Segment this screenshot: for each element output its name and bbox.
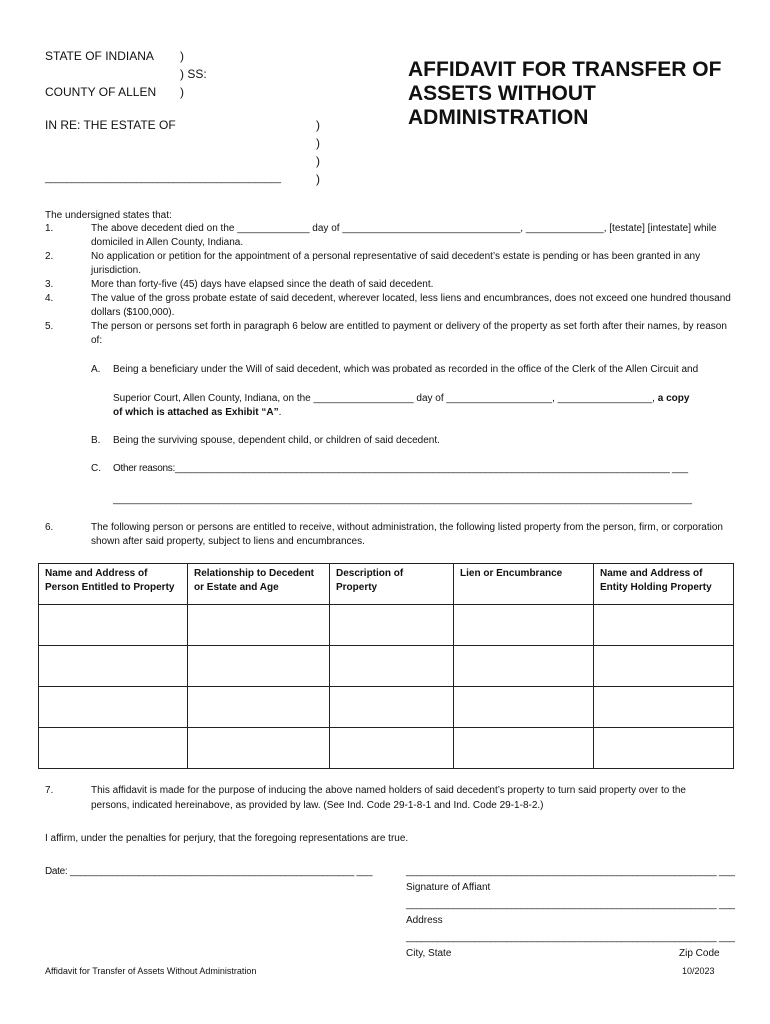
date-field[interactable]: Date: ______________________________________________________ ___ bbox=[45, 866, 373, 877]
item-number: 2. bbox=[45, 251, 54, 262]
table-cell[interactable] bbox=[454, 728, 594, 769]
property-table bbox=[38, 563, 734, 769]
item-number: 7. bbox=[45, 785, 54, 796]
table-cell[interactable] bbox=[594, 687, 734, 728]
column-header: Relationship to Decedent or Estate and Age bbox=[188, 564, 330, 605]
item-1-text: The above decedent died on the _____________ day of ________________________________, ______________, [testate] [intestate] while domiciled in Allen County, Indiana. bbox=[91, 223, 717, 248]
column-header: Name and Address of Entity Holding Property bbox=[594, 564, 734, 605]
period: . bbox=[278, 407, 282, 418]
table-cell[interactable] bbox=[188, 646, 330, 687]
caption-paren: ) bbox=[316, 172, 320, 186]
exhibit-line bbox=[113, 407, 281, 418]
item-2-text: No application or petition for the appointment of a personal representative of said decedent’s estate is pending or has been granted in any jurisdiction. bbox=[91, 251, 701, 276]
item-4-text: The value of the gross probate estate of said decedent, wherever located, less liens and encumbrances, does not exceed one hundred thousand dollars ($100,000). bbox=[91, 293, 731, 318]
table-cell[interactable] bbox=[39, 646, 188, 687]
table-cell[interactable] bbox=[330, 646, 454, 687]
intro-text: The undersigned states that: bbox=[45, 210, 172, 221]
table-cell[interactable] bbox=[594, 646, 734, 687]
table-cell[interactable] bbox=[594, 605, 734, 646]
table-cell[interactable] bbox=[330, 728, 454, 769]
table-cell[interactable] bbox=[39, 687, 188, 728]
caption-paren: ) bbox=[316, 154, 320, 168]
table-cell[interactable] bbox=[188, 687, 330, 728]
table-cell[interactable] bbox=[454, 687, 594, 728]
caption-paren: ) bbox=[316, 118, 320, 132]
item-number: 4. bbox=[45, 293, 54, 304]
address-label: Address bbox=[406, 915, 443, 926]
sub-item-label: A. bbox=[91, 364, 101, 375]
table-row bbox=[39, 605, 734, 646]
table-cell[interactable] bbox=[594, 728, 734, 769]
table-cell[interactable] bbox=[188, 605, 330, 646]
caption-paren: ) bbox=[180, 49, 184, 63]
table-row bbox=[39, 687, 734, 728]
ss-label: ) SS: bbox=[180, 67, 207, 81]
affirmation-text: I affirm, under the penalties for perjury, that the foregoing representations are true. bbox=[45, 833, 409, 844]
city-state-label: City, State bbox=[406, 948, 452, 959]
column-header: Name and Address of Person Entitled to Property bbox=[39, 564, 188, 605]
item-7-text: This affidavit is made for the purpose of inducing the above named holders of said decedent’s property to turn said property over to the bbox=[91, 785, 686, 796]
county-label: COUNTY OF ALLEN bbox=[45, 85, 157, 99]
footer-revision-date: 10/2023 bbox=[682, 966, 715, 976]
table-cell[interactable] bbox=[330, 687, 454, 728]
signature-line[interactable]: ___________________________________________________________ ___ bbox=[406, 866, 735, 877]
document-title: AFFIDAVIT FOR TRANSFER OF ASSETS WITHOUT ADMINISTRATION bbox=[408, 58, 722, 129]
sub-item-b-text: Being the surviving spouse, dependent child, or children of said decedent. bbox=[113, 435, 440, 446]
table-row bbox=[39, 728, 734, 769]
item-number: 3. bbox=[45, 279, 54, 290]
address-line[interactable]: ___________________________________________________________ ___ bbox=[406, 899, 735, 910]
column-header: Lien or Encumbrance bbox=[454, 564, 594, 605]
table-cell[interactable] bbox=[330, 605, 454, 646]
sub-item-label: C. bbox=[91, 463, 101, 474]
caption-paren: ) bbox=[316, 136, 320, 150]
table-cell[interactable] bbox=[39, 728, 188, 769]
item-7-text-cont: persons, indicated hereinabove, as provided by law. (See Ind. Code 29-1-8-1 and Ind. Code 29-1-8-2.) bbox=[91, 800, 544, 811]
item-number: 1. bbox=[45, 223, 54, 234]
table-cell[interactable] bbox=[39, 605, 188, 646]
sub-item-label: B. bbox=[91, 435, 101, 446]
probate-date-fields[interactable]: Superior Court, Allen County, Indiana, on the __________________ day of ___________________, _________________, bbox=[113, 393, 655, 404]
sub-item-a-dates bbox=[113, 393, 689, 404]
zip-code-label: Zip Code bbox=[679, 948, 720, 959]
table-cell[interactable] bbox=[188, 728, 330, 769]
table-row bbox=[39, 646, 734, 687]
item-5-text: The person or persons set forth in paragraph 6 below are entitled to payment or delivery of the property as set forth after their names, by reason of: bbox=[91, 321, 727, 346]
estate-name-field[interactable]: ____________________________________________ bbox=[45, 173, 281, 184]
item-6-text: The following person or persons are entitled to receive, without administration, the following listed property from the person, firm, or corporation shown after said property, subject to liens and encumbrances. bbox=[91, 522, 723, 547]
column-header: Description of Property bbox=[330, 564, 454, 605]
city-state-line[interactable]: ___________________________________________________________ ___ bbox=[406, 932, 735, 943]
other-reasons-field[interactable]: Other reasons:______________________________________________________________________________________________ ___ bbox=[113, 463, 688, 474]
table-header-row bbox=[39, 564, 734, 605]
item-number: 5. bbox=[45, 321, 54, 332]
in-re-label: IN RE: THE ESTATE OF bbox=[45, 118, 176, 132]
sub-item-a-text: Being a beneficiary under the Will of said decedent, which was probated as recorded in the office of the Clerk of the Allen Circuit and bbox=[113, 364, 699, 375]
item-3-text: More than forty-five (45) days have elapsed since the death of said decedent. bbox=[91, 279, 434, 290]
exhibit-note: a copy bbox=[657, 393, 690, 404]
signature-label: Signature of Affiant bbox=[406, 882, 491, 893]
item-number: 6. bbox=[45, 522, 54, 533]
other-reasons-line-2[interactable]: ______________________________________________________________________________________________________________ bbox=[113, 494, 692, 505]
caption-paren: ) bbox=[180, 85, 184, 99]
footer-form-name: Affidavit for Transfer of Assets Without Administration bbox=[45, 966, 257, 976]
state-label: STATE OF INDIANA bbox=[45, 49, 154, 63]
table-cell[interactable] bbox=[454, 605, 594, 646]
table-cell[interactable] bbox=[454, 646, 594, 687]
exhibit-note: of which is attached as Exhibit “A” bbox=[113, 407, 279, 418]
